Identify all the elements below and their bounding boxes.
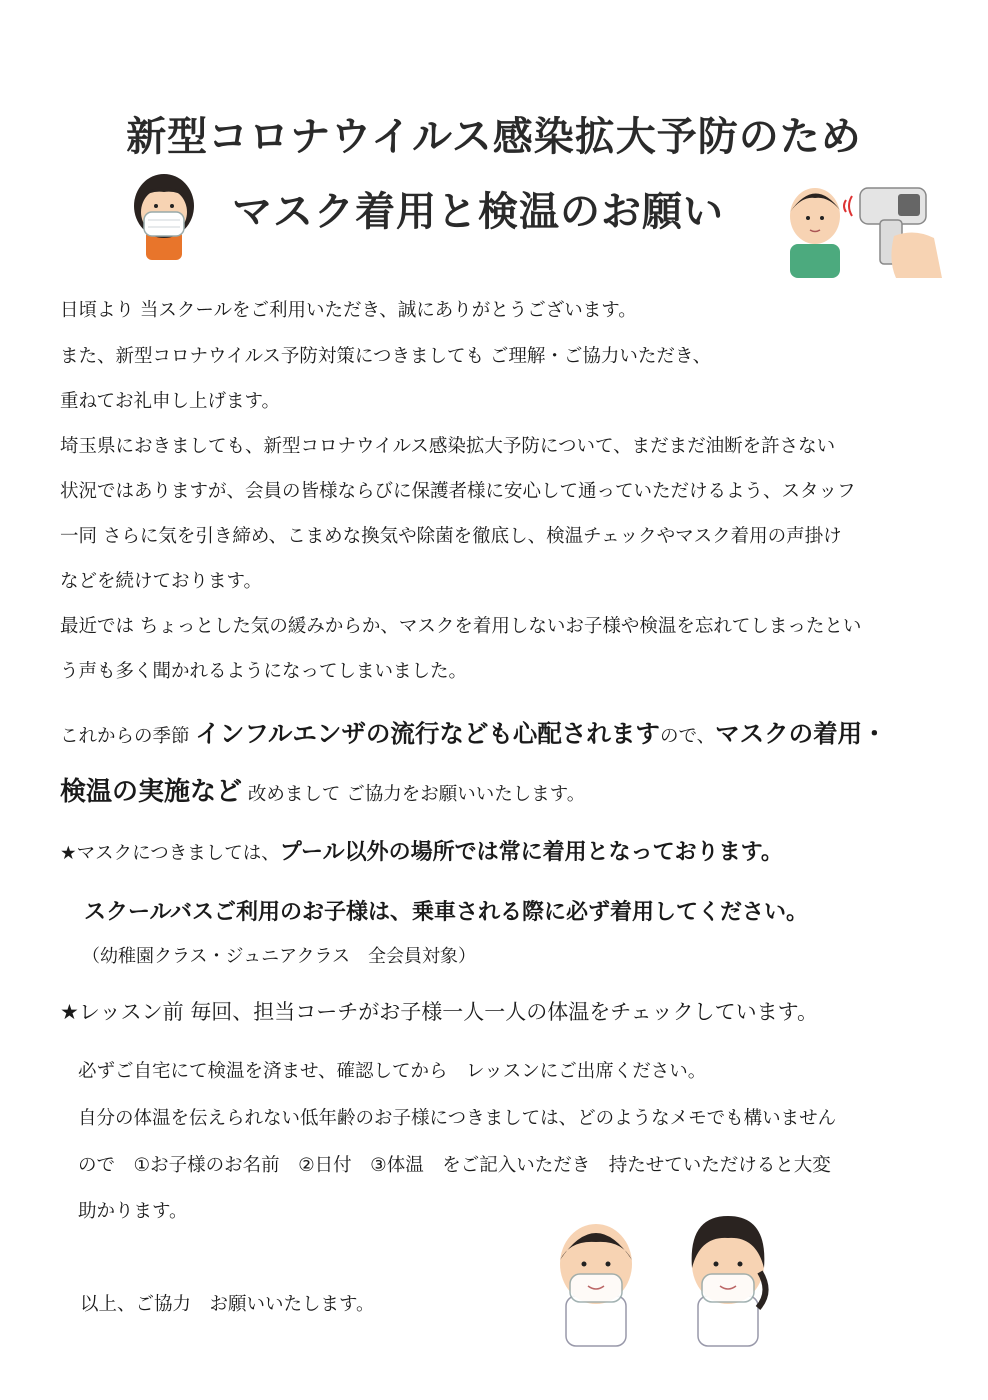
body-line-3: 重ねてお礼申し上げます。 [60,391,281,412]
temp-line-4: 助かります。 [78,1201,188,1222]
bus-rule-target: （幼稚園クラス・ジュニアクラス 全会員対象） [82,946,477,967]
season-line-1 [60,719,887,752]
season-mask-emphasis: マスクの着用・ [715,719,887,748]
body-line-9: う声も多く聞かれるようになってしまいました。 [60,661,468,682]
body-line-7: などを続けております。 [60,571,263,592]
body-line-5: 状況ではありますが、会員の皆様ならびに保護者様に安心して通っていただけるよう、スタッフ [60,481,856,502]
title-line-2: マスク着用と検温のお願い [232,189,724,235]
season-influenza-emphasis: インフルエンザの流行なども心配されます [195,719,660,748]
season-request: 改めまして ご協力をお願いいたします。 [247,784,586,805]
body-line-2: また、新型コロナウイルス予防対策につきましても ご理解・ご協力いただき、 [60,346,712,367]
mask-rule-line [60,838,783,869]
body-line-4: 埼玉県におきましても、新型コロナウイルス感染拡大予防について、まだまだ油断を許さない [60,436,836,457]
body-line-8: 最近では ちょっとした気の緩みからか、マスクを着用しないお子様や検温を忘れてしまったとい [60,616,862,637]
temp-check-line: ★レッスン前 毎回、担当コーチがお子様一人一人の体温をチェックしています。 [60,1000,818,1024]
season-connector: ので、 [659,726,716,747]
girl-mask-illustration [122,168,206,264]
mask-rule-prefix: ★マスクにつきましては、 [60,843,280,864]
coaches-mask-illustration [548,1212,778,1348]
temp-line-3: ので ①お子様のお名前 ②日付 ③体温 をご記入いただき 持たせていただけると大変 [78,1155,831,1176]
temp-line-1: 必ずご自宅にて検温を済ませ、確認してから レッスンにご出席ください。 [78,1061,707,1082]
body-line-1: 日頃より 当スクールをご利用いただき、誠にありがとうございます。 [60,300,637,321]
mask-rule-emphasis: プール以外の場所では常に着用となっております。 [279,840,783,865]
closing-line: 以上、ご協力 お願いいたします。 [80,1294,375,1315]
season-intro: これからの季節 [60,726,190,747]
thermometer-check-illustration [784,180,946,280]
season-line-2 [60,777,585,810]
title-line-1: 新型コロナウイルス感染拡大予防のため [126,114,862,160]
temp-line-2: 自分の体温を伝えられない低年齢のお子様につきましては、どのようなメモでも構いません [78,1108,837,1129]
bus-rule-line: スクールバスご利用のお子様は、乗車される際に必ず着用してください。 [84,900,809,925]
body-line-6: 一同 さらに気を引き締め、こまめな換気や除菌を徹底し、検温チェックやマスク着用の声掛け [60,526,842,547]
season-temp-emphasis: 検温の実施など [60,777,243,807]
